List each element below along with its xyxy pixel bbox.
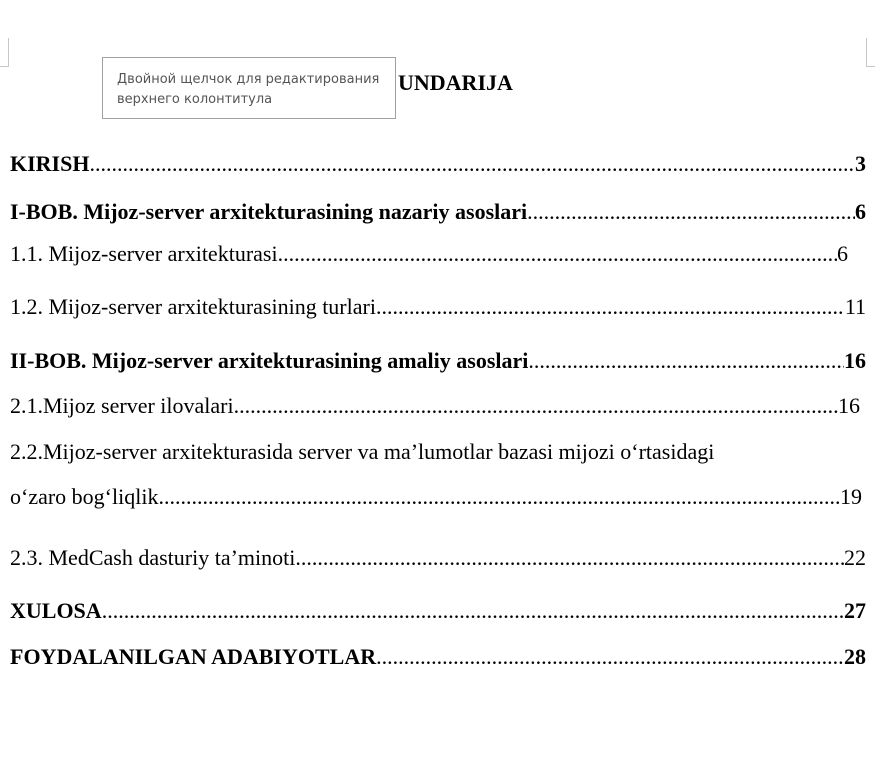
toc-entry-section-2-1[interactable] [10,393,860,419]
toc-entry-label: o‘zaro bog‘liqlik [10,484,159,509]
toc-entry-page: 27 [844,598,866,623]
toc-dot-leader [89,151,855,177]
toc-entry-label: 2.1.Mijoz server ilovalari [10,393,234,418]
toc-dot-leader [528,348,844,374]
toc-entry-label: 1.1. Mijoz-server arxitekturasi [10,241,278,266]
toc-entry-page: 19 [840,484,862,509]
toc-entry-page: 22 [844,545,866,570]
toc-dot-leader [158,484,840,510]
toc-entry-label: I-BOB. Mijoz-server arxitekturasining nazariy asoslari [10,199,528,224]
toc-entry-chapter-2[interactable] [10,348,866,374]
toc-entry-label: 2.3. MedCash dasturiy ta’minoti [10,545,296,570]
toc-entry-section-2-2-line-1[interactable]: 2.2.Mijoz-server arxitekturasida server va ma’lumotlar bazasi mijozi o‘rtasidagi [10,439,715,464]
toc-entry-page: 16 [838,393,860,418]
toc-entry-label: KIRISH [10,151,90,176]
toc-heading: UNDARIJA [398,70,513,95]
toc-entry-section-2-3[interactable] [10,545,866,571]
toc-entry-chapter-1[interactable] [10,199,866,225]
toc-entry-label: II-BOB. Mijoz-server arxitekturasining amaliy asoslari [10,348,529,373]
toc-entry-xulosa[interactable] [10,598,866,624]
toc-entry-kirish[interactable] [10,151,866,177]
toc-entry-references[interactable] [10,644,866,670]
toc-dot-leader [376,294,845,320]
toc-entry-page: 11 [844,294,866,319]
toc-entry-page: 6 [855,199,866,224]
toc-entry-page: 3 [855,151,866,176]
left-margin-crop-mark [0,38,9,67]
header-edit-tooltip [102,57,396,119]
toc-dot-leader [234,393,838,419]
toc-entry-page: 16 [844,348,866,373]
toc-entry-label: XULOSA [10,598,102,623]
toc-entry-page: 28 [844,644,866,669]
toc-dot-leader [278,241,837,267]
tooltip-line-2: верхнего колонтитула [117,92,273,107]
toc-entry-label: FOYDALANILGAN ADABIYOTLAR [10,644,377,669]
right-margin-crop-mark [866,38,875,67]
toc-entry-label: 1.2. Mijoz-server arxitekturasining turlari [10,294,376,319]
toc-entry-section-2-2[interactable] [10,484,862,510]
toc-entry-page: 6 [837,241,848,266]
toc-entry-section-1-2[interactable] [10,294,866,320]
toc-dot-leader [295,545,844,571]
tooltip-line-1: Двойной щелчок для редактирования [117,72,380,87]
toc-entry-section-1-1[interactable] [10,241,848,267]
toc-dot-leader [376,644,844,670]
toc-dot-leader [527,199,855,225]
toc-dot-leader [102,598,844,624]
